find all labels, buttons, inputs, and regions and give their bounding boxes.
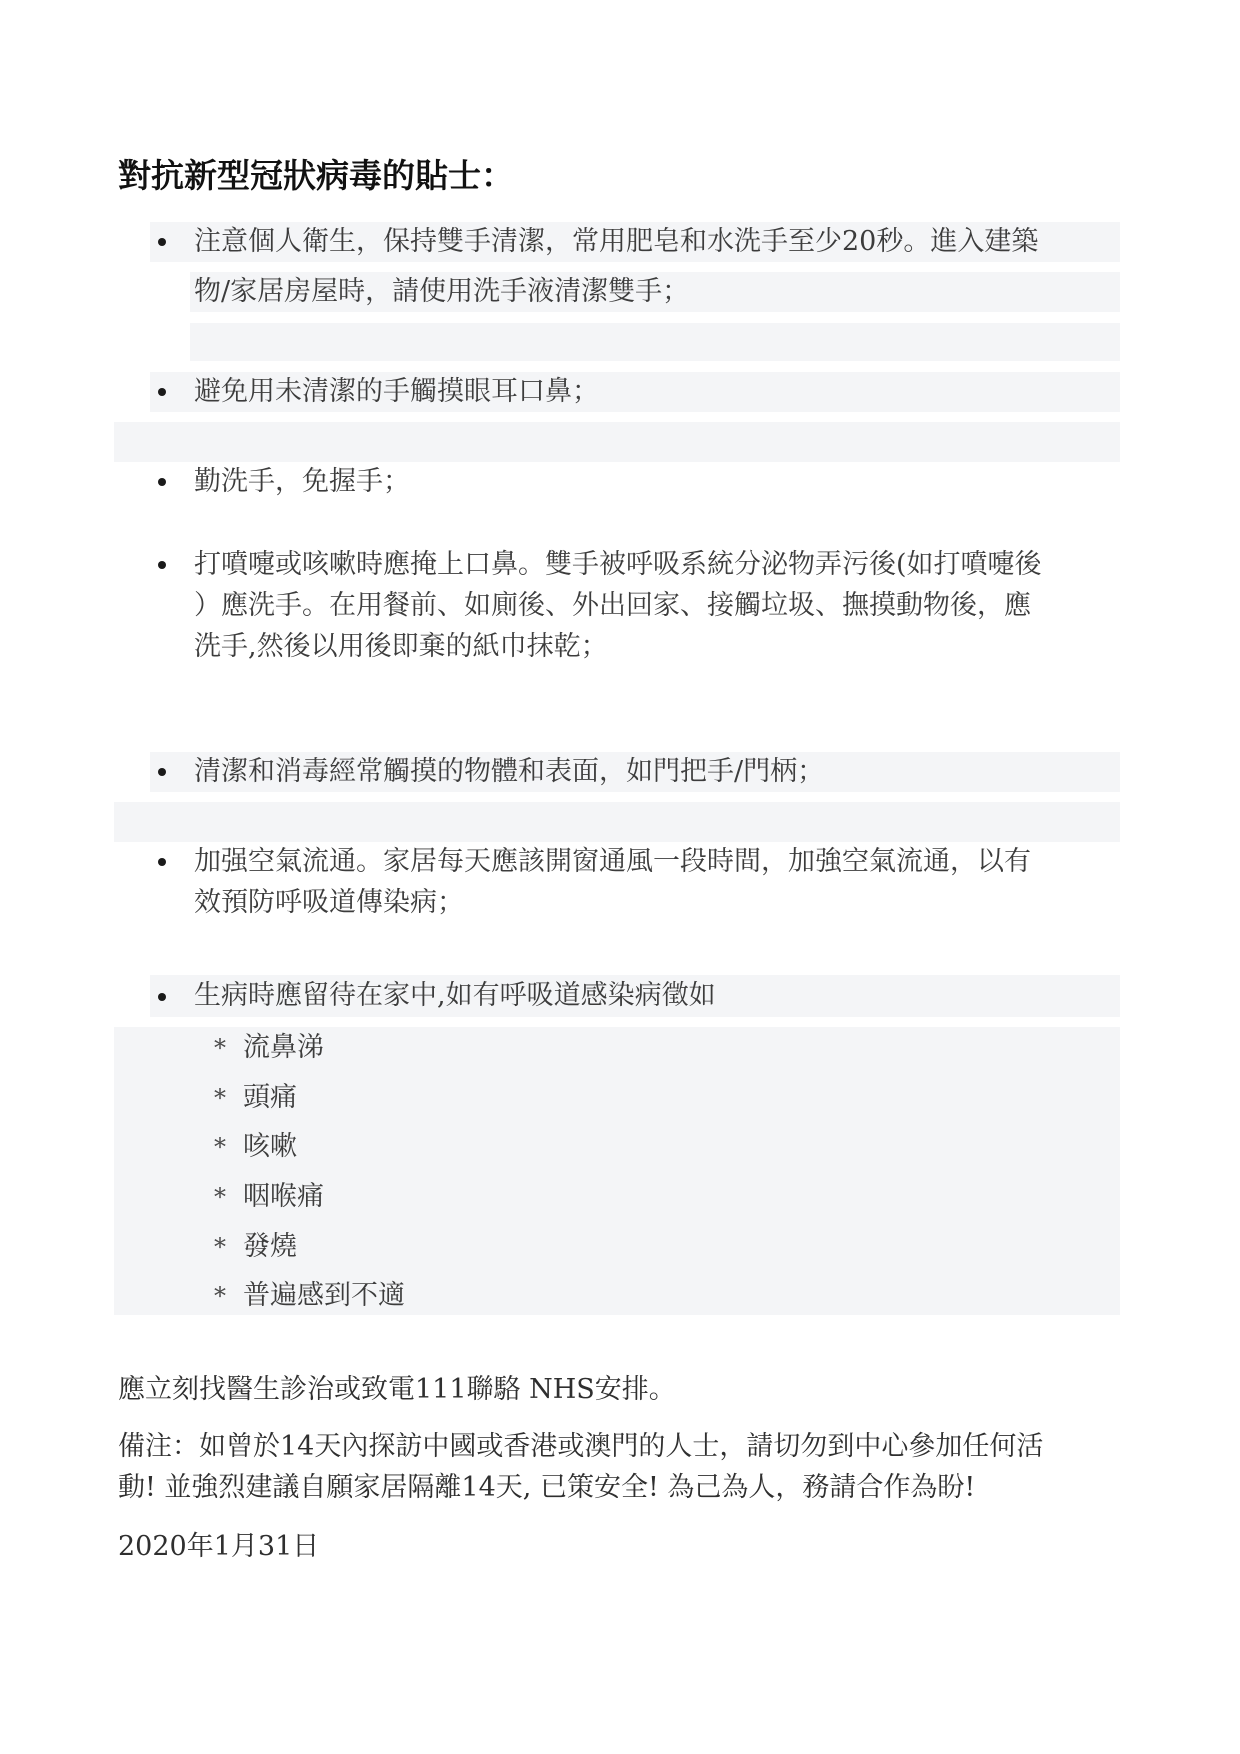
symptom-item: 頭痛 (243, 1082, 297, 1113)
bullet-icon (158, 478, 166, 486)
asterisk-icon: * (214, 1233, 226, 1261)
bullet-icon (158, 993, 166, 1001)
asterisk-icon: * (214, 1133, 226, 1161)
symptom-item: 流鼻涕 (243, 1032, 324, 1063)
asterisk-icon: * (214, 1282, 226, 1310)
highlight-block (114, 802, 1120, 842)
page-title: 對抗新型冠狀病毒的貼士： (118, 156, 514, 195)
tip-text: 生病時應留待在家中,如有呼吸道感染病徵如 (194, 980, 716, 1011)
symptom-item: 發燒 (243, 1231, 297, 1262)
remark-text: 動! 並強烈建議自願家居隔離14天, 已策安全! 為己為人，務請合作為盼! (118, 1472, 976, 1503)
tip-text: 避免用未清潔的手觸摸眼耳口鼻； (194, 376, 599, 407)
tip-text: 注意個人衛生，保持雙手清潔，常用肥皂和水洗手至少20秒。進入建築 (194, 226, 1039, 257)
remark-text: 備注：如曾於14天內探訪中國或香港或澳門的人士，請切勿到中心參加任何活 (118, 1431, 1044, 1462)
bullet-icon (158, 561, 166, 569)
tip-text: 打噴嚏或咳嗽時應掩上口鼻。雙手被呼吸系統分泌物弄污後(如打噴嚏後 (194, 549, 1042, 580)
symptom-item: 咳嗽 (243, 1131, 297, 1162)
tip-text: 洗手,然後以用後即棄的紙巾抹乾； (194, 631, 608, 662)
tip-text: 物/家居房屋時，請使用洗手液清潔雙手； (194, 276, 690, 307)
tip-text: 勤洗手，免握手； (194, 466, 410, 497)
bullet-icon (158, 858, 166, 866)
document-date: 2020年1月31日 (118, 1531, 320, 1562)
asterisk-icon: * (214, 1084, 226, 1112)
bullet-icon (158, 768, 166, 776)
symptom-item: 咽喉痛 (243, 1181, 324, 1212)
asterisk-icon: * (214, 1183, 226, 1211)
tip-text: 加强空氣流通。家居每天應該開窗通風一段時間，加強空氣流通，以有 (194, 846, 1031, 877)
tip-text: ）應洗手。在用餐前、如廁後、外出回家、接觸垃圾、撫摸動物後，應 (194, 590, 1031, 621)
highlight-block (114, 422, 1120, 462)
tip-text: 清潔和消毒經常觸摸的物體和表面，如門把手/門柄； (194, 756, 825, 787)
asterisk-icon: * (214, 1034, 226, 1062)
highlight-block (190, 323, 1120, 361)
bullet-icon (158, 388, 166, 396)
tip-text: 效預防呼吸道傳染病； (194, 887, 464, 918)
symptom-item: 普遍感到不適 (243, 1280, 405, 1311)
bullet-icon (158, 238, 166, 246)
contact-note: 應立刻找醫生診治或致電111聯駱 NHS安排。 (118, 1374, 676, 1405)
highlight-block (114, 1027, 1120, 1315)
